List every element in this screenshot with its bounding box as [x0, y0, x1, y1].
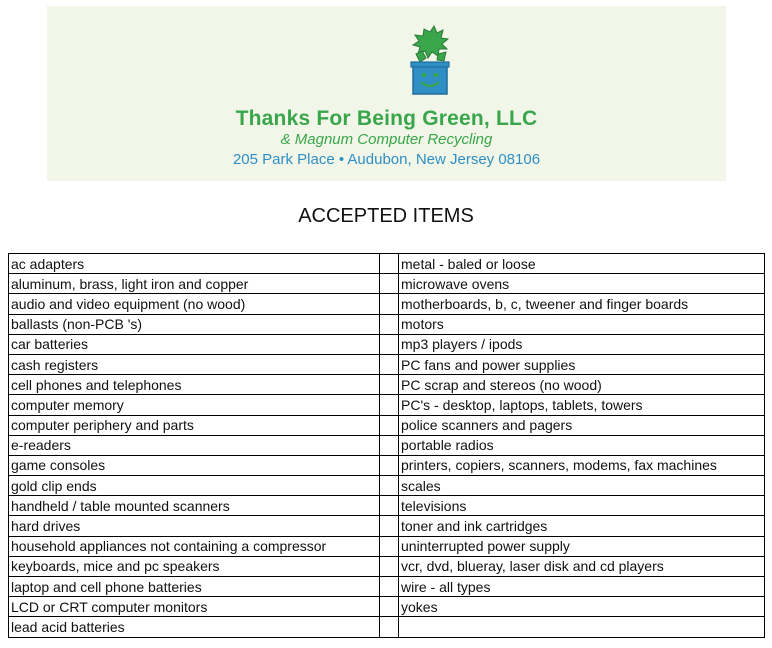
- spacer-cell: [380, 375, 399, 395]
- table-row: [9, 274, 765, 294]
- table-row: [9, 455, 765, 475]
- company-subtitle: & Magnum Computer Recycling: [280, 131, 493, 148]
- left-item-cell: audio and video equipment (no wood): [9, 294, 380, 314]
- left-item-cell: e-readers: [9, 435, 380, 455]
- right-item-cell: metal - baled or loose: [399, 254, 765, 274]
- left-item-cell: LCD or CRT computer monitors: [9, 597, 380, 617]
- spacer-cell: [380, 254, 399, 274]
- table-row: [9, 254, 765, 274]
- right-item-cell: scales: [399, 476, 765, 496]
- right-item-cell: vcr, dvd, blueray, laser disk and cd players: [399, 556, 765, 576]
- spacer-cell: [380, 455, 399, 475]
- spacer-cell: [380, 354, 399, 374]
- table-row: [9, 375, 765, 395]
- right-item-cell: mp3 players / ipods: [399, 334, 765, 354]
- spacer-cell: [380, 395, 399, 415]
- spacer-cell: [380, 617, 399, 637]
- table-row: [9, 476, 765, 496]
- right-item-cell: yokes: [399, 597, 765, 617]
- table-row: [9, 314, 765, 334]
- table-row: [9, 597, 765, 617]
- table-row: [9, 617, 765, 637]
- left-item-cell: gold clip ends: [9, 476, 380, 496]
- right-item-cell: televisions: [399, 496, 765, 516]
- spacer-cell: [380, 334, 399, 354]
- page-title: ACCEPTED ITEMS: [298, 205, 474, 227]
- right-item-cell: portable radios: [399, 435, 765, 455]
- left-item-cell: car batteries: [9, 334, 380, 354]
- table-row: [9, 496, 765, 516]
- left-item-cell: computer periphery and parts: [9, 415, 380, 435]
- left-item-cell: ballasts (non-PCB 's): [9, 314, 380, 334]
- spacer-cell: [380, 314, 399, 334]
- spacer-cell: [380, 516, 399, 536]
- right-item-cell: uninterrupted power supply: [399, 536, 765, 556]
- table-row: [9, 556, 765, 576]
- left-item-cell: handheld / table mounted scanners: [9, 496, 380, 516]
- spacer-cell: [380, 415, 399, 435]
- table-row: [9, 435, 765, 455]
- table-row: [9, 516, 765, 536]
- right-item-cell: printers, copiers, scanners, modems, fax machines: [399, 455, 765, 475]
- table-row: [9, 536, 765, 556]
- right-item-cell: wire - all types: [399, 577, 765, 597]
- spacer-cell: [380, 435, 399, 455]
- left-item-cell: aluminum, brass, light iron and copper: [9, 274, 380, 294]
- left-item-cell: cash registers: [9, 354, 380, 374]
- left-item-cell: game consoles: [9, 455, 380, 475]
- company-name: Thanks For Being Green, LLC: [235, 107, 538, 130]
- table-row: [9, 577, 765, 597]
- left-item-cell: computer memory: [9, 395, 380, 415]
- spacer-cell: [380, 597, 399, 617]
- spacer-cell: [380, 274, 399, 294]
- spacer-cell: [380, 577, 399, 597]
- table-row: [9, 415, 765, 435]
- spacer-cell: [380, 294, 399, 314]
- spacer-cell: [380, 556, 399, 576]
- right-item-cell: police scanners and pagers: [399, 415, 765, 435]
- table-row: [9, 395, 765, 415]
- accepted-items-table: [8, 253, 765, 638]
- table-row: [9, 334, 765, 354]
- spacer-cell: [380, 496, 399, 516]
- table-row: [9, 294, 765, 314]
- left-item-cell: hard drives: [9, 516, 380, 536]
- right-item-cell: PC's - desktop, laptops, tablets, towers: [399, 395, 765, 415]
- right-item-cell: microwave ovens: [399, 274, 765, 294]
- right-item-cell: PC scrap and stereos (no wood): [399, 375, 765, 395]
- table-row: [9, 354, 765, 374]
- letterhead: [47, 6, 726, 181]
- left-item-cell: lead acid batteries: [9, 617, 380, 637]
- spacer-cell: [380, 536, 399, 556]
- spacer-cell: [380, 476, 399, 496]
- left-item-cell: cell phones and telephones: [9, 375, 380, 395]
- right-item-cell: [399, 617, 765, 637]
- right-item-cell: PC fans and power supplies: [399, 354, 765, 374]
- company-address: 205 Park Place • Audubon, New Jersey 08106: [232, 151, 541, 168]
- left-item-cell: laptop and cell phone batteries: [9, 577, 380, 597]
- left-item-cell: ac adapters: [9, 254, 380, 274]
- left-item-cell: keyboards, mice and pc speakers: [9, 556, 380, 576]
- potted-plant-smiley-icon: [404, 24, 456, 102]
- right-item-cell: motherboards, b, c, tweener and finger boards: [399, 294, 765, 314]
- left-item-cell: household appliances not containing a compressor: [9, 536, 380, 556]
- right-item-cell: motors: [399, 314, 765, 334]
- right-item-cell: toner and ink cartridges: [399, 516, 765, 536]
